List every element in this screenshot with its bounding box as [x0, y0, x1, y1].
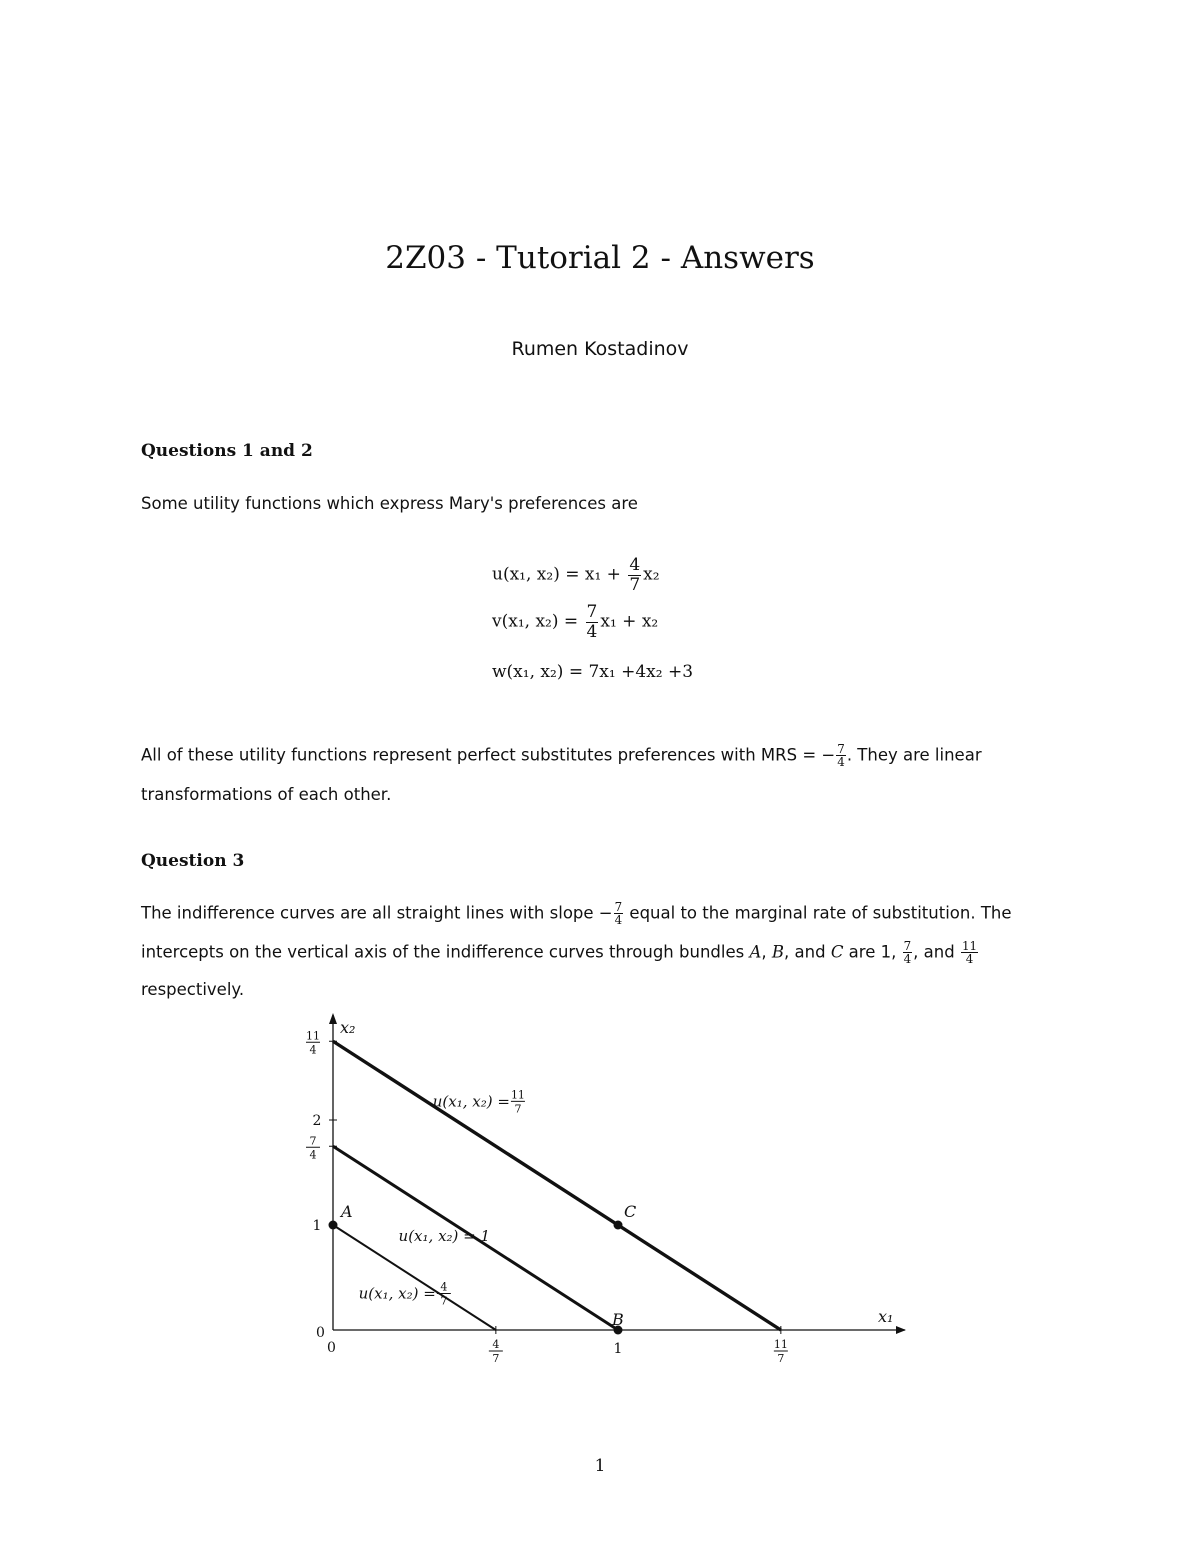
intercept-b-num: 7	[903, 939, 912, 953]
equation-u-frac-num: 4	[629, 555, 641, 575]
x-origin-label: 0	[327, 1340, 336, 1356]
x-tick-label-2-num: 11	[773, 1338, 788, 1351]
q3-text-e: , and	[913, 942, 960, 962]
x-axis-arrow	[896, 1326, 906, 1334]
q3-sep-1: ,	[761, 942, 772, 962]
q3-sep-2: , and	[784, 942, 831, 962]
x-tick-label-1: 1	[613, 1341, 623, 1357]
page-number: 1	[594, 1456, 606, 1476]
equation-u-rhs: x₂	[643, 564, 660, 585]
q3-text-c: intercepts on the vertical axis of the indifference curves through bundles	[141, 942, 750, 962]
equation-v-rhs: x₁ + x₂	[600, 611, 659, 632]
indifference-label-frac-2-num: 11	[510, 1088, 525, 1102]
conclusion-text-a: All of these utility functions represent perfect substitutes preferences with MRS = −	[141, 745, 836, 765]
bundle-a-label: A	[749, 942, 762, 962]
indifference-label-frac-2-den: 7	[514, 1102, 522, 1116]
x-axis-label: x₁	[878, 1307, 894, 1326]
bundle-point-a	[329, 1221, 338, 1230]
indifference-label-frac-0-num: 4	[440, 1280, 448, 1294]
x-tick-label-2-den: 7	[777, 1352, 785, 1365]
intercept-c-den: 4	[965, 952, 974, 967]
equation-u-lhs: u(x₁, x₂) = x₁ +	[492, 564, 621, 585]
author-name: Rumen Kostadinov	[511, 338, 689, 360]
intro-paragraph: Some utility functions which express Mary's preferences are	[141, 494, 638, 513]
conclusion-line-2: transformations of each other.	[141, 785, 392, 804]
slope-frac-den: 4	[614, 913, 623, 928]
indifference-label-1: u(x₁, x₂) = 1	[398, 1226, 491, 1245]
bundle-label-a: A	[341, 1202, 353, 1221]
y-axis-arrow	[329, 1013, 337, 1024]
x-tick-label-0-num: 4	[492, 1338, 500, 1351]
y-tick-label-1-den: 4	[309, 1148, 317, 1162]
equation-v-frac-den: 4	[586, 621, 598, 642]
bundle-b-label: B	[771, 942, 785, 962]
indifference-label-frac-0-den: 7	[440, 1294, 448, 1308]
section-heading-question-3: Question 3	[141, 851, 245, 871]
conclusion-text-b: . They are linear	[846, 745, 982, 765]
bundle-c-label: C	[830, 942, 844, 962]
x-tick-label-0-den: 7	[492, 1352, 500, 1365]
equation-v-frac-num: 7	[586, 602, 598, 622]
indifference-label-0: u(x₁, x₂) =	[358, 1284, 436, 1303]
document-title: 2Z03 - Tutorial 2 - Answers	[385, 240, 815, 276]
y-tick-label-3-den: 4	[309, 1043, 317, 1057]
mrs-frac-num: 7	[837, 742, 845, 756]
equation-w: w(x₁, x₂) = 7x₁ +4x₂ +3	[492, 662, 694, 682]
equation-u-frac-den: 7	[629, 574, 641, 595]
intercept-b-den: 4	[903, 952, 912, 967]
q3-text-a: The indifference curves are all straight lines with slope −	[141, 903, 613, 923]
bundle-point-c	[614, 1221, 623, 1230]
mrs-frac-den: 4	[837, 755, 845, 770]
y-tick-label-0: 1	[312, 1218, 322, 1234]
y-axis-label: x₂	[340, 1018, 356, 1037]
q3-text-b: equal to the marginal rate of substitution. The	[624, 903, 1012, 923]
bundle-label-c: C	[624, 1202, 637, 1221]
y-tick-label-2: 2	[312, 1113, 322, 1129]
q3-line-3: respectively.	[141, 980, 245, 999]
y-tick-label-3-num: 11	[306, 1029, 320, 1043]
q3-text-d: are 1,	[843, 942, 902, 962]
indifference-label-2: u(x₁, x₂) =	[432, 1092, 510, 1111]
equation-v-lhs: v(x₁, x₂) =	[492, 611, 579, 632]
intercept-c-num: 11	[961, 939, 978, 953]
slope-frac-num: 7	[614, 900, 623, 914]
section-heading-questions-1-2: Questions 1 and 2	[141, 441, 313, 461]
y-tick-label-1-num: 7	[309, 1134, 317, 1148]
y-origin-label: 0	[316, 1325, 325, 1341]
bundle-label-b: B	[612, 1310, 624, 1329]
